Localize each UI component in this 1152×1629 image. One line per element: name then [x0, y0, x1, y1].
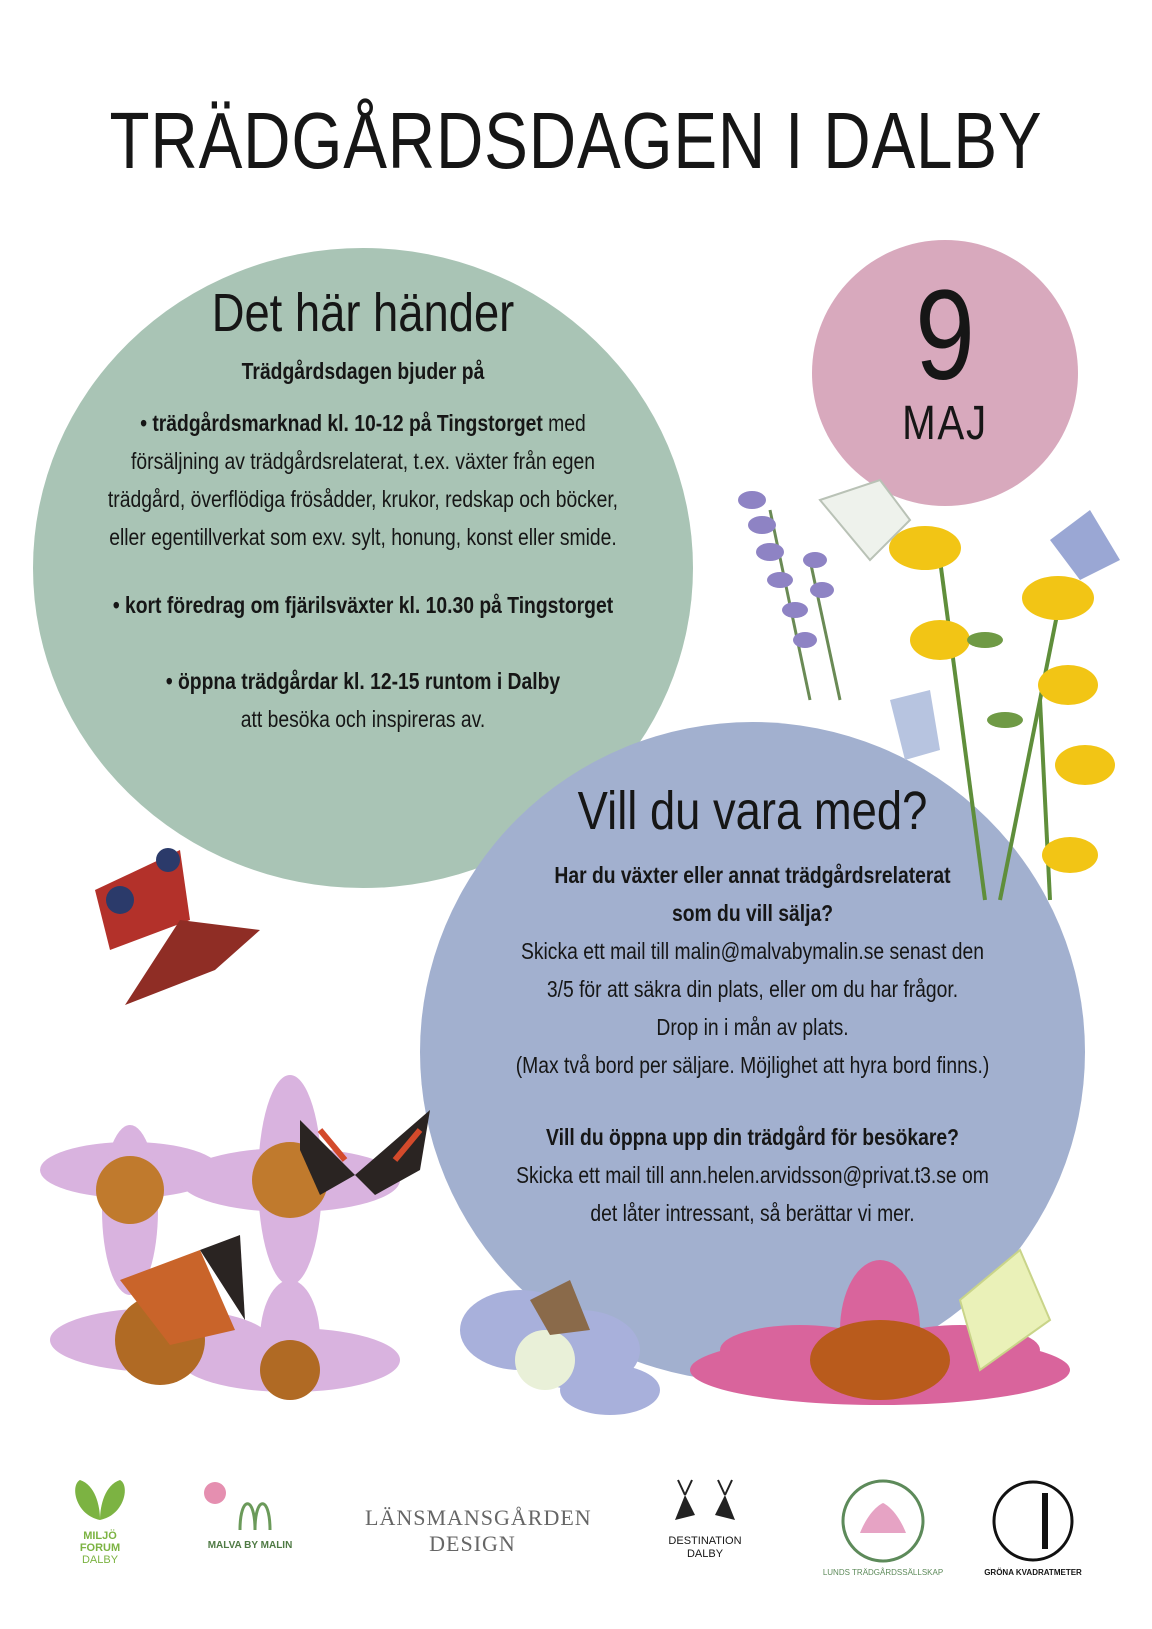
a1-line-1: Skicka ett mail till malin@malvabymalin.se senast den	[520, 938, 985, 964]
q2: Vill du öppna upp din trädgård för besökare?	[546, 1124, 959, 1150]
a1-line-3: Drop in i mån av plats.	[656, 1014, 849, 1040]
item1-bold: • trädgårdsmarknad kl. 10-12 på Tingstorget	[140, 410, 543, 436]
date-day: 9	[915, 264, 975, 407]
malva-logo	[195, 1475, 305, 1551]
miljoforum-l1: MILJÖ	[83, 1530, 117, 1542]
item1-line-2: försäljning av trädgårdsrelaterat, t.ex. växter från egen	[131, 448, 595, 474]
malva-flower-icon	[195, 1475, 305, 1535]
lunds-logo	[822, 1478, 944, 1577]
q1-line-2: som du vill sälja?	[671, 900, 834, 926]
section2-heading: Vill du vara med?	[577, 781, 928, 841]
item1-line-4: eller egentillverkat som exv. sylt, honung, konst eller smide.	[109, 524, 617, 550]
peacock-butterfly-icon	[95, 848, 260, 1005]
q1-line-1: Har du växter eller annat trädgårdsrelaterat	[554, 862, 951, 888]
deer-icon	[650, 1475, 760, 1530]
grona-logo	[984, 1478, 1082, 1577]
destination-l1: DESTINATION	[668, 1535, 742, 1547]
event-date	[812, 264, 1078, 450]
miljoforum-l2: FORUM	[79, 1542, 121, 1554]
leaf-butterfly-icon	[55, 1475, 145, 1525]
poster-title: TRÄDGÅRDSDAGEN I DALBY	[109, 96, 1043, 185]
lansmans-logo	[365, 1505, 592, 1557]
section1-item2: • kort föredrag om fjärilsväxter kl. 10.30 på Tingstorget	[112, 592, 614, 618]
lavender-icon	[738, 491, 840, 700]
lansmans-l1: LÄNSMANSGÅRDEN	[365, 1505, 592, 1530]
section1-item3-rest: att besöka och inspireras av.	[240, 706, 486, 732]
miljoforum-logo	[55, 1475, 145, 1566]
a1-line-2: 3/5 för att säkra din plats, eller om du har frågor.	[546, 976, 959, 1002]
echinacea-flower-icon	[40, 1075, 400, 1400]
section-join	[420, 780, 1085, 1232]
section-what-happens	[33, 282, 693, 738]
red-admiral-butterfly-icon	[300, 1110, 430, 1195]
a2-line-2: det låter intressant, så berättar vi mer.	[590, 1200, 915, 1226]
a1-line-4: (Max två bord per säljare. Möjlighet att hyra bord finns.)	[515, 1052, 990, 1078]
lotus-badge-icon	[840, 1478, 926, 1564]
lunds-text: LUNDS TRÄDGÅRDSSÄLLSKAP	[822, 1568, 944, 1577]
section1-heading: Det här händer	[211, 283, 515, 343]
destination-l2: DALBY	[686, 1548, 724, 1560]
miljoforum-l3: DALBY	[81, 1554, 119, 1566]
section1-item1-first-line	[86, 404, 640, 442]
lansmans-l2: DESIGN	[429, 1531, 516, 1556]
destination-logo	[650, 1475, 760, 1561]
item1-line-3: trädgård, överflödiga frösådder, krukor, redskap och böcker,	[107, 486, 619, 512]
item1-rest: med	[548, 410, 586, 436]
date-month: MAJ	[902, 397, 988, 450]
scabiosa-flower-icon	[460, 1280, 660, 1415]
malva-text: MALVA BY MALIN	[207, 1540, 293, 1551]
section1-intro: Trädgårdsdagen bjuder på	[241, 358, 485, 384]
section1-item3: • öppna trädgårdar kl. 12-15 runtom i Dalby	[165, 668, 561, 694]
ring-icon	[990, 1478, 1076, 1564]
grona-text: GRÖNA KVADRATMETER	[984, 1568, 1082, 1577]
a2-line-1: Skicka ett mail till ann.helen.arvidsson@privat.t3.se om	[516, 1162, 989, 1188]
